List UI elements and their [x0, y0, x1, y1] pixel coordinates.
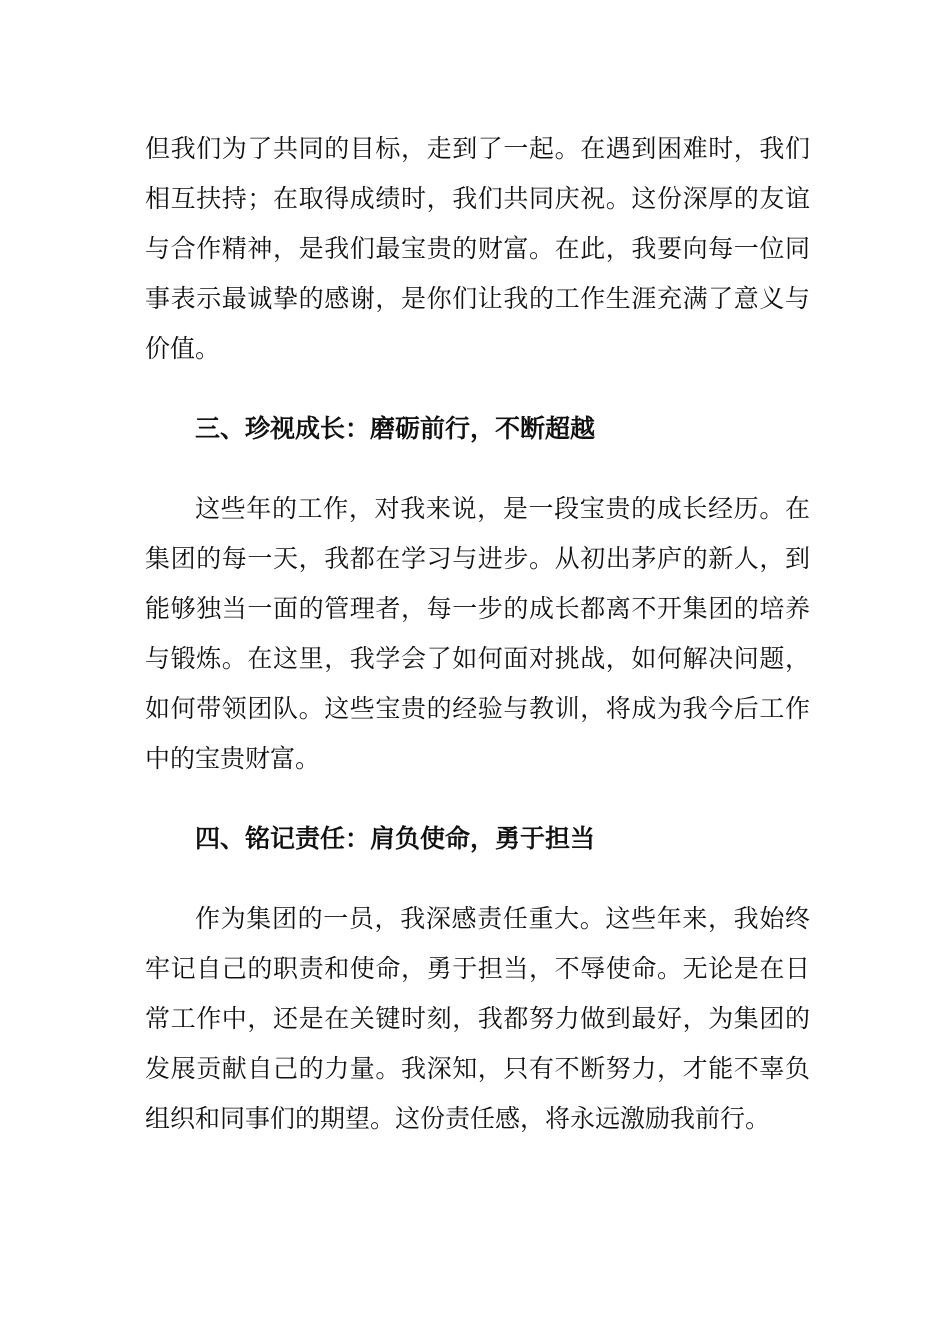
paragraph-growth: 这些年的工作，对我来说，是一段宝贵的成长经历。在集团的每一天，我都在学习与进步。从初出茅庐的新人，到能够独当一面的管理者，每一步的成长都离不开集团的培养与锻炼。在这里，我学会了如何面对挑战，如何解决问题，如何带领团队。这些宝贵的经验与教训，将成为我今后工作中的宝贵财富。 — [145, 494, 810, 773]
section-heading-4: 四、铭记责任：肩负使命，勇于担当 — [195, 824, 596, 853]
spacer — [145, 864, 810, 894]
spacer — [145, 454, 810, 484]
spacer — [145, 784, 810, 814]
spacer — [145, 374, 810, 404]
section-heading-3: 三、珍视成长：磨砺前行，不断超越 — [195, 414, 596, 443]
document-page — [145, 124, 810, 1144]
paragraph-continuation: 但我们为了共同的目标，走到了一起。在遇到困难时，我们相互扶持；在取得成绩时，我们共同庆祝。这份深厚的友谊与合作精神，是我们最宝贵的财富。在此，我要向每一位同事表示最诚挚的感谢，是你们让我的工作生涯充满了意义与价值。 — [145, 134, 810, 363]
paragraph-responsibility: 作为集团的一员，我深感责任重大。这些年来，我始终牢记自己的职责和使命，勇于担当，不辱使命。无论是在日常工作中，还是在关键时刻，我都努力做到最好，为集团的发展贡献自己的力量。我深知，只有不断努力，才能不辜负组织和同事们的期望。这份责任感，将永远激励我前行。 — [145, 904, 810, 1133]
